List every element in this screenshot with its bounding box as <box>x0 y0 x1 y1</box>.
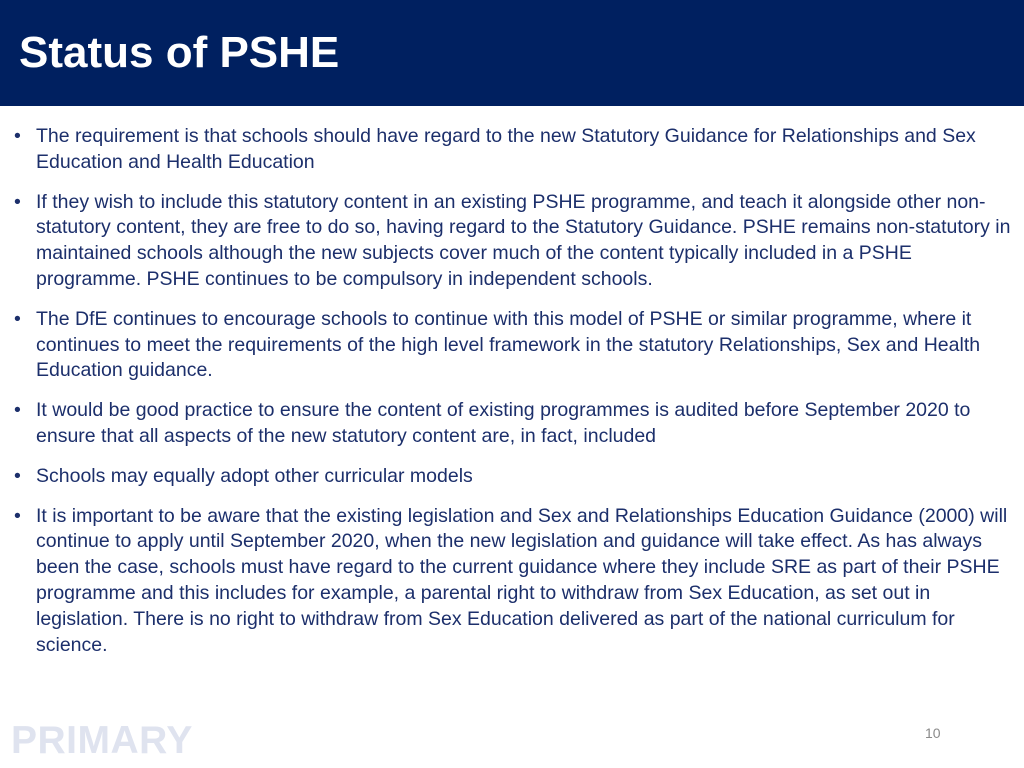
bullet-item <box>14 124 1018 176</box>
bullet-icon: • <box>14 504 21 527</box>
bullet-item <box>14 190 1018 293</box>
bullet-text: It is important to be aware that the existing legislation and Sex and Relationships Education Guidance (2000) will continue to apply until September 2020, when the new legislation and guidance will take effect. As has always been the case, schools must have regard to the current guidance where they include SRE as part of their PSHE programme and this includes for example, a parental right to withdraw from Sex Education, as set out in legislation. There is no right to withdraw from Sex Education delivered as part of the national curriculum for science. <box>36 504 1008 656</box>
page-number: 10 <box>925 725 941 741</box>
bullet-item <box>14 307 1018 384</box>
bullet-text: Schools may equally adopt other curricular models <box>36 464 473 487</box>
bullet-list <box>14 124 1018 672</box>
bullet-text: The requirement is that schools should have regard to the new Statutory Guidance for Relationships and Sex Education and Health Education <box>36 125 976 173</box>
bullet-icon: • <box>14 125 21 147</box>
bullet-icon: • <box>14 464 21 487</box>
bullet-item <box>14 504 1018 659</box>
bullet-text: It would be good practice to ensure the content of existing programmes is audited before September 2020 to ensure that all aspects of the new statutory content are, in fact, included <box>36 399 971 447</box>
slide-title: Status of PSHE <box>19 28 340 77</box>
bullet-text: If they wish to include this statutory content in an existing PSHE programme, and teach it alongside other non-statutory content, they are free to do so, having regard to the Statutory Guidance. PSHE remains non-statutory in maintained schools although the new subjects cover much of the content typically included in a PSHE programme. PSHE continues to be compulsory in independent schools. <box>36 190 1011 290</box>
bullet-item <box>14 398 1018 450</box>
bullet-icon: • <box>14 190 21 213</box>
title-bar <box>0 0 1024 106</box>
bullet-item <box>14 464 1018 490</box>
primary-logo: PRIMARY <box>11 719 193 762</box>
bullet-text: The DfE continues to encourage schools to continue with this model of PSHE or similar programme, where it continues to meet the requirements of the high level framework in the statutory Relationships, Sex and Health Education guidance. <box>36 307 981 382</box>
bullet-icon: • <box>14 307 21 330</box>
bullet-icon: • <box>14 399 21 422</box>
